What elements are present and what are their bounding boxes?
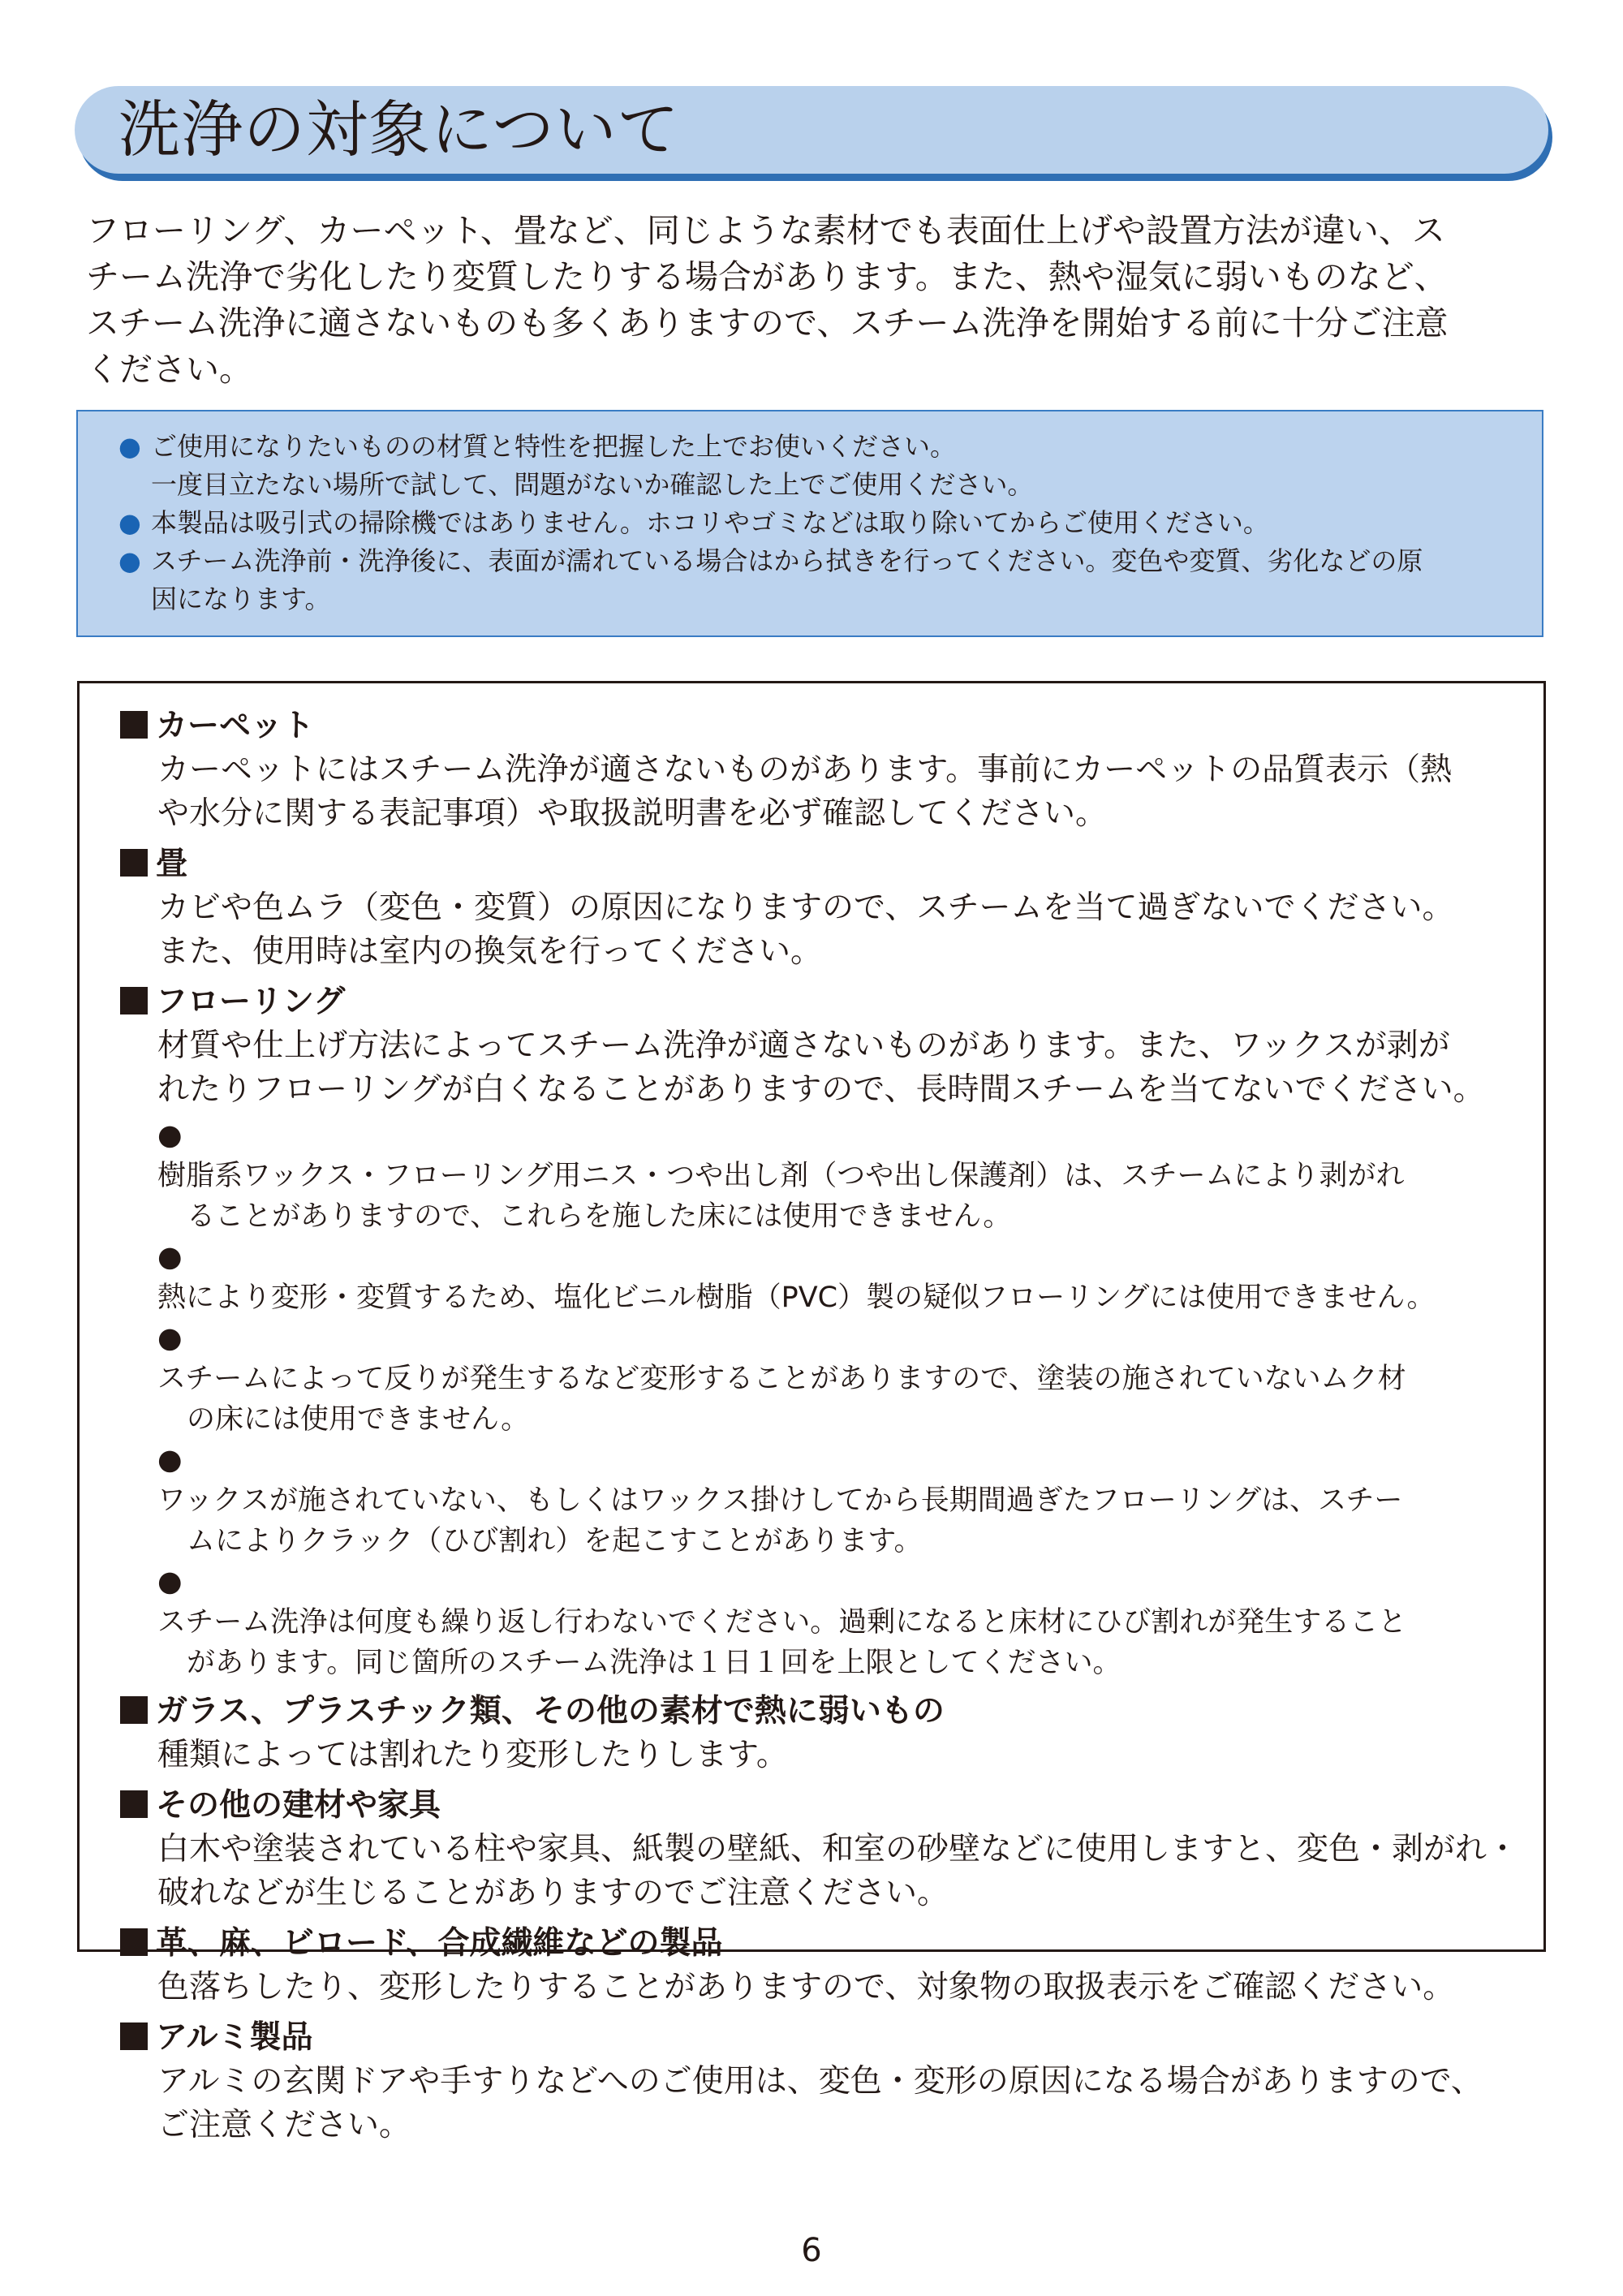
intro-line: スチーム洗浄に適さないものも多くありますので、スチーム洗浄を開始する前に十分ご注意 (86, 304, 1449, 342)
bullet-icon: ● (157, 1322, 183, 1355)
square-bullet-icon (120, 1790, 148, 1818)
section-heading: 革、麻、ビロード、合成繊維などの製品 (120, 1922, 1543, 1966)
section-body: カーペットにはスチーム洗浄が適さないものがあります。事前にカーペットの品質表示（熱 や水分に関する表記事項）や取扱説明書を必ず確認してください。 (157, 752, 1453, 832)
bullet-icon: ● (157, 1119, 183, 1152)
bullet-icon: ● (118, 545, 141, 576)
flooring-bullet-list (120, 1115, 1543, 1683)
section-heading: カーペット (120, 704, 1543, 748)
section-body: アルミの玄関ドアや手すりなどへのご使用は、変色・変形の原因になる場合がありますので、 ご注意ください。 (157, 2063, 1483, 2143)
note-item: ● 本製品は吸引式の掃除機ではありません。ホコリやゴミなどは取り除いてからご使用ください。 (118, 504, 1542, 542)
note-item: ● スチーム洗浄前・洗浄後に、表面が濡れている場合はから拭きを行ってください。変色や変質、劣化などの原 (118, 542, 1542, 580)
page-number: 6 (801, 2232, 822, 2269)
square-bullet-icon (120, 1696, 148, 1724)
bullet-icon: ● (157, 1566, 183, 1598)
section-body: 色落ちしたり、変形したりすることがありますので、対象物の取扱表示をご確認ください。 (157, 1969, 1455, 2005)
square-bullet-icon (120, 2022, 148, 2050)
section-heading: フローリング (120, 980, 1543, 1024)
material-sections-box (77, 681, 1546, 2143)
bullet-icon: ● (157, 1444, 183, 1476)
list-item: ● 樹脂系ワックス・フローリング用ニス・つや出し剤（つや出し保護剤）は、スチームにより剥がれ ることがありますので、これらを施した床には使用できません。 (157, 1115, 1543, 1237)
note-item-continuation: 一度目立たない場所で試して、問題がないか確認した上でご使用ください。 (151, 469, 1034, 500)
caution-note-box (76, 410, 1543, 637)
section-body: 種類によっては割れたり変形したりします。 (157, 1737, 788, 1773)
intro-line: フローリング、カーペット、畳など、同じような素材でも表面仕上げや設置方法が違い、ス (86, 211, 1445, 250)
bullet-icon: ● (118, 431, 141, 462)
section-body: 材質や仕上げ方法によってスチーム洗浄が適さないものがあります。また、ワックスが剥が れたりフローリングが白くなることがありますので、長時間スチームを当てないでください。 (157, 1027, 1485, 1108)
intro-paragraph (86, 208, 1547, 393)
square-bullet-icon (120, 1928, 148, 1956)
page-title: 洗浄の対象について (118, 93, 680, 166)
square-bullet-icon (120, 849, 148, 877)
note-item: ● ご使用になりたいものの材質と特性を把握した上でお使いください。 (118, 428, 1542, 466)
intro-line: ください。 (86, 350, 252, 389)
bullet-icon: ● (118, 507, 141, 538)
square-bullet-icon (120, 987, 148, 1014)
square-bullet-icon (120, 711, 148, 739)
section-body: カビや色ムラ（変色・変質）の原因になりますので、スチームを当て過ぎないでください。 また、使用時は室内の換気を行ってください。 (157, 890, 1454, 970)
list-item: ● 熱により変形・変質するため、塩化ビニル樹脂（PVC）製の疑似フローリングには使用できません。 (157, 1237, 1543, 1318)
section-heading: ガラス、プラスチック類、その他の素材で熱に弱いもの (120, 1690, 1543, 1734)
list-item: ● スチームによって反りが発生するなど変形することがありますので、塗装の施されていないムク材 の床には使用できません。 (157, 1318, 1543, 1440)
section-body: 白木や塗装されている柱や家具、紙製の壁紙、和室の砂壁などに使用しますと、変色・剥がれ・ 破れなどが生じることがありますのでご注意ください。 (157, 1831, 1519, 1911)
intro-line: チーム洗浄で劣化したり変質したりする場合があります。また、熱や湿気に弱いものなど、 (86, 257, 1448, 296)
list-item: ● ワックスが施されていない、もしくはワックス掛けしてから長期間過ぎたフローリングは、スチー ムによりクラック（ひび割れ）を起こすことがあります。 (157, 1440, 1543, 1562)
section-heading: 畳 (120, 842, 1543, 886)
section-heading: アルミ製品 (120, 2016, 1543, 2060)
list-item: ● スチーム洗浄は何度も繰り返し行わないでください。過剰になると床材にひび割れが発生すること があります。同じ箇所のスチーム洗浄は１日１回を上限としてください。 (157, 1562, 1543, 1683)
bullet-icon: ● (157, 1241, 183, 1273)
title-banner (75, 86, 1548, 174)
note-item-continuation: 因になります。 (151, 584, 331, 614)
section-heading: その他の建材や家具 (120, 1784, 1543, 1828)
